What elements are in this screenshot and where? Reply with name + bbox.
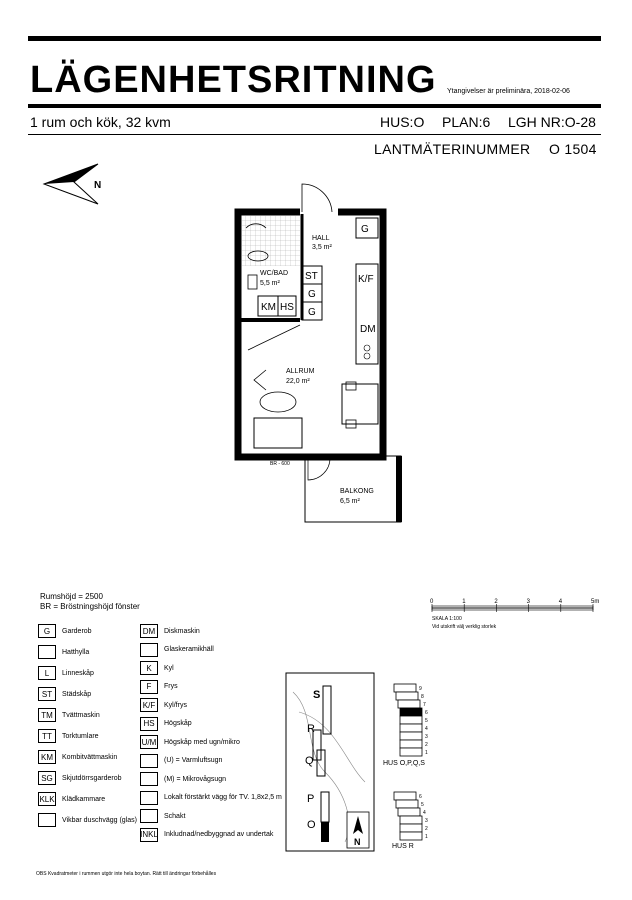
- fixture-kf: K/F: [358, 274, 374, 285]
- footer-note: OBS Kvadratmeter i rummen utgör inte hela boytan. Rätt till ändringar förbehålles: [36, 871, 217, 877]
- legend-item: [38, 685, 92, 703]
- legend-symbol: K/F: [140, 698, 158, 712]
- legend-label: Hatthylla: [62, 648, 90, 656]
- sub-rule: [28, 134, 601, 135]
- mid-rule: [28, 104, 601, 108]
- room-balkong-area: 6,5 m²: [340, 498, 360, 505]
- legend-item: [140, 733, 240, 751]
- site-building-q: Q: [305, 755, 314, 767]
- legend-symbol: KLK: [38, 792, 56, 806]
- scale-bar: [425, 598, 605, 640]
- lgh-nr-label: LGH NR:O-28: [508, 114, 596, 130]
- stack-floor: [398, 700, 420, 708]
- preliminary-note: Ytangivelser är preliminära, 2018-02-06: [447, 88, 570, 95]
- legend-item: [38, 643, 90, 661]
- legend-item: [140, 715, 192, 733]
- legend-item: [38, 811, 137, 829]
- stack-floor-number: 1: [425, 750, 428, 756]
- site-building-s: S: [313, 689, 321, 701]
- room-wc-name: WC/BAD: [260, 270, 288, 277]
- stack-floor-number: 1: [425, 834, 428, 840]
- stack-floor-number: 9: [419, 686, 422, 692]
- legend-item: [38, 622, 92, 640]
- fixture-g2: G: [308, 289, 316, 300]
- stack-bottom: [380, 786, 440, 846]
- stack-floor: [398, 808, 420, 816]
- legend-item: [38, 748, 118, 766]
- legend-label: Linneskåp: [62, 669, 94, 677]
- fixture-g1: G: [361, 224, 369, 235]
- stack-floor-number: 6: [419, 794, 422, 800]
- legend-label: Torktumlare: [62, 732, 99, 740]
- stack-floor: [400, 732, 422, 740]
- site-building-r: R: [307, 723, 315, 735]
- stack-floor-number: 4: [423, 810, 426, 816]
- legend-label: Kyl: [164, 664, 174, 672]
- legend-symbol: KM: [38, 750, 56, 764]
- legend-label: Inkludnad/nedbyggnad av undertak: [164, 831, 274, 838]
- legend-item: [140, 659, 174, 677]
- legend-item: [140, 807, 186, 825]
- legend-item: [38, 664, 94, 682]
- legend-item: [140, 770, 227, 788]
- legend-symbol: K: [140, 661, 158, 675]
- br-note: BR - 600: [270, 461, 290, 467]
- stack-top: [380, 678, 440, 768]
- room-wc-area: 5,5 m²: [260, 280, 280, 287]
- stack-top-label: HUS O,P,Q,S: [383, 760, 425, 767]
- legend-symbol: [38, 813, 56, 827]
- legend-symbol: [140, 809, 158, 823]
- legend-label: Kombitvättmaskin: [62, 753, 118, 761]
- legend-label: Diskmaskin: [164, 627, 200, 635]
- legend-symbol: ST: [38, 687, 56, 701]
- legend-item: [38, 790, 106, 808]
- legend-item: [38, 769, 122, 787]
- site-north-letter: N: [354, 837, 361, 847]
- legend-symbol: DM: [140, 624, 158, 638]
- legend-symbol: G: [38, 624, 56, 638]
- legend-label: Skjutdörrsgarderob: [62, 774, 122, 782]
- room-hall-name: HALL: [312, 235, 330, 242]
- scale-tick-label: 0: [430, 599, 434, 605]
- legend-symbol: HS: [140, 717, 158, 731]
- stack-floor-number: 8: [421, 694, 424, 700]
- scale-tick-label: 2: [494, 599, 498, 605]
- legend-label: Lokalt förstärkt vägg för TV. 1,8x2,5 m: [164, 794, 282, 801]
- fixture-km: KM: [261, 302, 276, 313]
- legend-symbol: [140, 791, 158, 805]
- stack-floor: [400, 824, 422, 832]
- site-plan: [285, 672, 377, 854]
- legend-item: [140, 622, 200, 640]
- stack-bottom-label: HUS R: [392, 843, 414, 850]
- lantmateri-label: LANTMÄTERINUMMER: [374, 141, 531, 157]
- legend-item: [140, 678, 178, 696]
- legend-item: [38, 706, 100, 724]
- stack-floor: [400, 740, 422, 748]
- scale-tick-label: 4: [558, 599, 563, 605]
- scale-label: SKALA 1:100: [432, 616, 462, 622]
- room-allrum-area: 22,0 m²: [286, 378, 310, 385]
- legend-symbol: INKL: [140, 828, 158, 842]
- scale-tick-label: 1: [462, 599, 466, 605]
- stack-floor: [400, 748, 422, 756]
- stack-floor: [400, 724, 422, 732]
- site-building-o: O: [307, 819, 316, 831]
- legend-item: [38, 727, 99, 745]
- stack-floor-number: 3: [425, 818, 428, 824]
- compass-letter: N: [94, 180, 102, 191]
- stack-floor-number: 5: [425, 718, 428, 724]
- stack-floor: [400, 816, 422, 824]
- legend-symbol: TT: [38, 729, 56, 743]
- stack-floor: [396, 692, 418, 700]
- legend-item: [140, 789, 282, 807]
- stack-floor: [400, 716, 422, 724]
- legend-label: Frys: [164, 683, 178, 690]
- stack-floor-number: 7: [423, 702, 426, 708]
- scale-note: Vid utskrift välj verklig storlek: [432, 624, 497, 630]
- legend-label: Vikbar duschvägg (glas): [62, 816, 137, 824]
- apartment-type: 1 rum och kök, 32 kvm: [30, 114, 171, 130]
- stack-floor-number: 5: [421, 802, 424, 808]
- page-title: LÄGENHETSRITNING: [30, 59, 437, 101]
- stack-floor: [394, 684, 416, 692]
- legend-label: Städskåp: [62, 690, 92, 698]
- br-legend-note: BR = Bröstningshöjd fönster: [40, 602, 140, 611]
- legend-symbol: TM: [38, 708, 56, 722]
- legend-symbol: [140, 754, 158, 768]
- legend-label: Högskåp med ugn/mikro: [164, 738, 240, 746]
- stack-floor-number: 3: [425, 734, 428, 740]
- legend-symbol: [140, 643, 158, 657]
- legend-item: [140, 696, 187, 714]
- scale-tick-label: 5m: [591, 599, 600, 605]
- legend-item: [140, 826, 274, 844]
- stack-floor: [400, 832, 422, 840]
- fixture-st: ST: [305, 271, 318, 282]
- fixture-dm: DM: [360, 324, 376, 335]
- legend-symbol: F: [140, 680, 158, 694]
- fixture-g3: G: [308, 307, 316, 318]
- north-arrow-icon: [40, 160, 110, 210]
- stack-floor: [396, 800, 418, 808]
- hus-label: HUS:O: [380, 114, 425, 130]
- stack-floor-number: 4: [425, 726, 428, 732]
- stack-floor-number: 2: [425, 742, 428, 748]
- legend-label: Klädkammare: [62, 795, 106, 803]
- stack-floor: [394, 792, 416, 800]
- legend-label: Kyl/frys: [164, 701, 187, 709]
- plan-label: PLAN:6: [442, 114, 491, 130]
- legend-item: [140, 752, 223, 770]
- legend-symbol: [38, 645, 56, 659]
- lantmateri-number: O 1504: [549, 141, 597, 157]
- room-hall-area: 3,5 m²: [312, 244, 332, 251]
- floor-plan: [230, 180, 410, 525]
- room-height-note: Rumshöjd = 2500: [40, 592, 103, 601]
- scale-tick-label: 3: [526, 599, 530, 605]
- legend-symbol: L: [38, 666, 56, 680]
- top-rule: [28, 36, 601, 41]
- fixture-hs: HS: [280, 302, 294, 313]
- site-building-p: P: [307, 793, 315, 805]
- legend-label: Glaskeramikhäll: [164, 646, 214, 653]
- legend-symbol: SG: [38, 771, 56, 785]
- legend-label: Garderob: [62, 627, 92, 635]
- legend-symbol: U/M: [140, 735, 158, 749]
- stack-floor: [400, 708, 422, 716]
- legend-item: [140, 641, 214, 659]
- legend-label: Schakt: [164, 812, 186, 820]
- legend-symbol: [140, 772, 158, 786]
- legend-label: (M) = Mikrovågsugn: [164, 775, 227, 783]
- legend-label: (U) = Varmluftsugn: [164, 757, 223, 764]
- stack-floor-number: 2: [425, 826, 428, 832]
- room-allrum-name: ALLRUM: [286, 368, 315, 375]
- legend-label: Tvättmaskin: [62, 711, 100, 719]
- stack-floor-number: 6: [425, 710, 428, 716]
- room-balkong-name: BALKONG: [340, 488, 374, 495]
- legend-label: Högskåp: [164, 720, 192, 727]
